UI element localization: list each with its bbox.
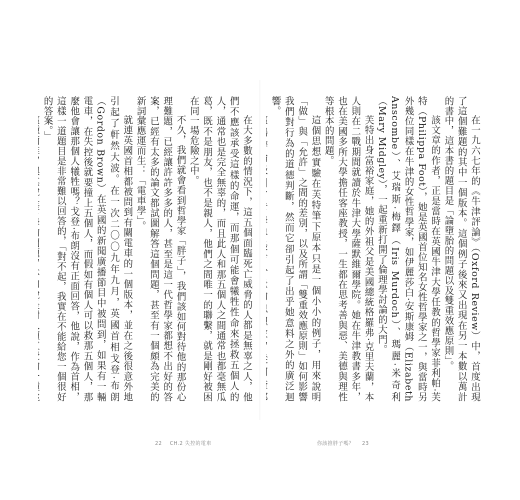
paragraph bbox=[38, 96, 40, 402]
right-page-text bbox=[266, 96, 481, 402]
running-head: 你該推胖子嗎？ bbox=[317, 441, 355, 447]
paragraph: 芙特出身富裕家庭，她的外祖父是美國總統格羅弗·克里夫蘭，本人則在二戰期間就讀於牛津大學薩默維爾學院。她在牛津教書多年，也在美國多所大學擔任客座教授，一生都在思考善與惡、美德與理性等根本的問題。 bbox=[322, 96, 374, 402]
right-page bbox=[266, 96, 481, 402]
paragraph: 在一九六七年的《牛津評論》（Oxford Review）中，首度出現了這個難題的其中一個版本。這個例子後來又出現在另一本數以萬計的書中，這本書的題目是「論墮胎的問題以及雙重效應原則」。 bbox=[442, 96, 480, 402]
page-number: 22 bbox=[155, 441, 162, 447]
left-page-footer bbox=[152, 440, 214, 447]
book-gutter bbox=[259, 80, 261, 420]
paragraph: 該文章的作者，正是當時在英國牛津大學任教的哲學家菲利帕·芙特（Philippa Foot），她是英國首位知名女性哲學家之一，與當時另外幾位同樣在牛津的女性哲學家，如伊麗莎白·安斯康姆（Elizabeth Anscombe）、艾瑞斯·梅鐸（Iris Murdoch）、瑪麗·米奇利（Mary Midgley），一起重新打開了倫理學討論的大門。 bbox=[375, 96, 441, 402]
paragraph bbox=[266, 96, 268, 402]
left-page bbox=[38, 96, 253, 402]
paragraph: 在大多數的情況下，這五個面臨死亡威脅的人都是無辜之人，他們不應該承受這樣的命運，而那個可能會犧牲性命來拯救五個人的人，通常也是完全無辜的，而且此人和那五個人之間通常也都毫無瓜葛，既不是朋友，也不是親人，他們之間唯一的聯繫，就是剛好被困在同一場危險之中。 bbox=[187, 96, 252, 402]
left-page-text bbox=[38, 96, 253, 402]
paragraph: 不久，我們就會看到哲學家「胖子」，我們該如何對待他的那份心理難題，已經讓許許多多的人，甚至是這一代哲學家都想不出好的答案，已經有太多的論文都試圖解答這個問題，甚至有一個頗為完美的新詞彙應運而生：「電車學」。 bbox=[134, 96, 186, 402]
paragraph: 這個思想實驗在芙特筆下原本只是一個小小的例子，用來說明「做」與「允許」之間的差別，以及所謂「雙重效應原則」如何影響我們對行為的道德判斷，然而它卻引起了出乎她意料之外的廣泛迴響。 bbox=[269, 96, 321, 402]
right-page-footer bbox=[314, 440, 372, 447]
running-head: CH.2 失控的電車 bbox=[169, 441, 212, 447]
page-number: 23 bbox=[362, 441, 369, 447]
paragraph: 就連英國首相都被問到有關電車的一個版本，並在之後很意外地引起了軒然大波。在一次二〇〇九年九月，英國首相戈登·布朗（Gordon Brown）在英國的新聞廣播節目中被問到，如果有一輛電車，在失控後就要撞上五個人，而假如有個人可以救那五個人，那麼他會讓那個人犧牲嗎？戈登·布朗沒有正面回答，他說，作為首相，這樣一道題目是非常難以回答的，「對不起，我實在不能給您一個很好的答案。」 bbox=[41, 96, 133, 402]
